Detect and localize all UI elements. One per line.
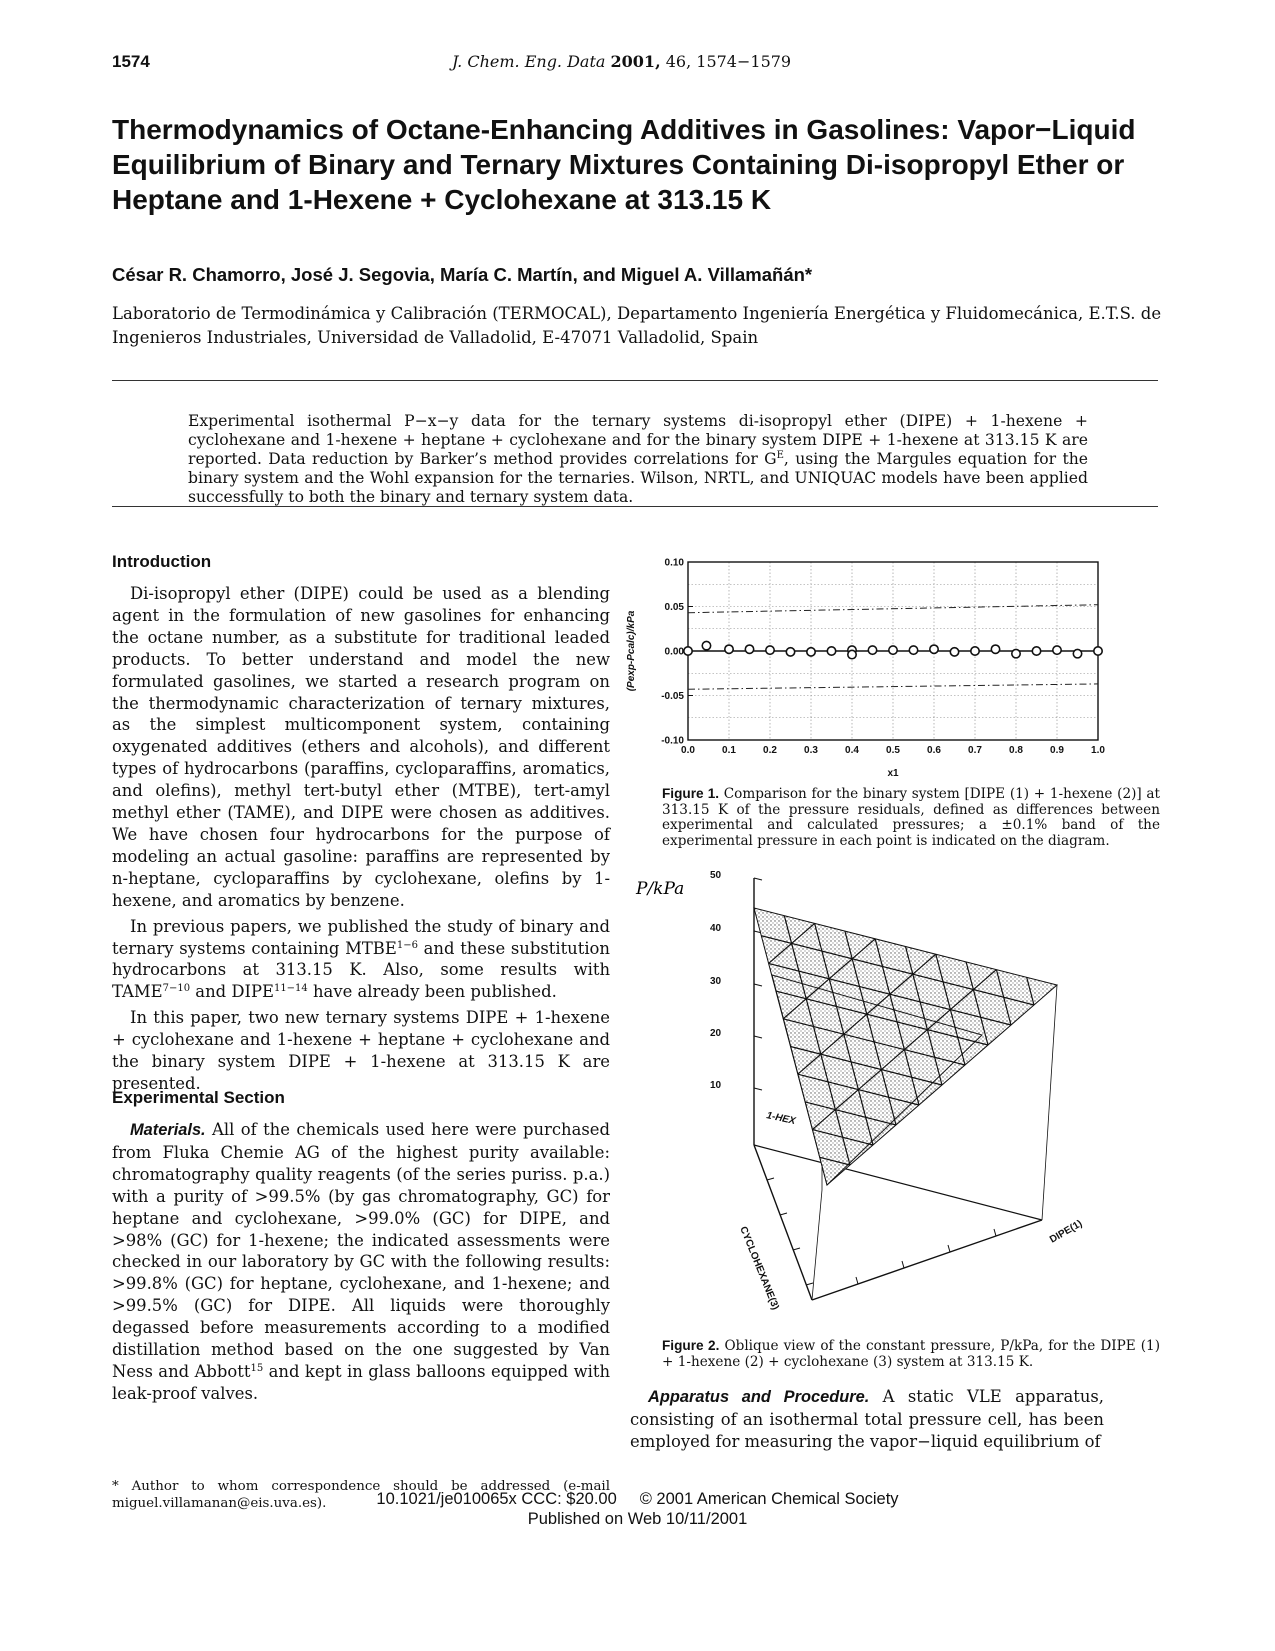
fig2-label-cyclohexane: CYCLOHEXANE(3) (737, 1225, 781, 1312)
fig1-data-point (1094, 647, 1102, 655)
fig2-tick: 30 (710, 976, 722, 987)
fig1-data-point (702, 641, 710, 649)
fig1-data-point (745, 645, 753, 653)
fig2-drop-line (812, 1190, 822, 1300)
apparatus-label: Apparatus and Procedure. (648, 1388, 870, 1406)
fig1-data-point (889, 646, 897, 654)
fig1-data-point (725, 645, 733, 653)
fig1-x-tick-label: 0.4 (845, 745, 859, 756)
introduction-heading: Introduction (112, 552, 212, 571)
fig1-ticks (661, 558, 1105, 757)
apparatus-paragraph (630, 1386, 1104, 1453)
fig2-tick: 50 (710, 870, 722, 881)
abstract-text-b: , using the Margules equation for the binary system and the Wohl expansion for the ternaries. Wilson, NRTL, and UNIQUAC models have been applied successfully to both the binary and ternary system data. (188, 450, 1088, 506)
fig1-data-point (991, 645, 999, 653)
figure-2-label: Figure 2. (662, 1338, 720, 1353)
fig1-points (684, 641, 1102, 658)
footer-line-1: 10.1021/je010065x CCC: $20.00 © 2001 American Chemical Society (376, 1490, 899, 1508)
figure-2-surface-plot (622, 860, 1142, 1335)
fig1-x-tick-label: 0.8 (1009, 745, 1023, 756)
journal-name: J. Chem. Eng. Data (452, 52, 606, 71)
fig1-data-point (786, 648, 794, 656)
fig1-data-point (684, 647, 692, 655)
fig1-y-tick-label: -0.05 (661, 691, 684, 702)
intro-paragraph-2 (112, 916, 610, 1004)
apparatus-text: A static VLE apparatus, consisting of an isothermal total pressure cell, has been employed for measuring the vapor−liquid equilibrium of (630, 1387, 1105, 1451)
fig2-drop-line (1042, 985, 1057, 1220)
fig1-x-tick-label: 0.3 (804, 745, 818, 756)
figure-2-caption-text: Oblique view of the constant pressure, P/kPa, for the DIPE (1) + 1-hexene (2) + cyclohexane (3) system at 313.15 K. (662, 1338, 1160, 1370)
fig1-data-point (1073, 649, 1081, 657)
journal-year: 2001, (610, 52, 661, 71)
fig1-data-point (950, 648, 958, 656)
figure-1-label: Figure 1. (662, 786, 720, 801)
ref-superscript: 15 (250, 1362, 264, 1374)
paper-title: Thermodynamics of Octane-Enhancing Additives in Gasolines: Vapor−Liquid Equilibrium of Binary and Ternary Mixtures Containing Di-isopropyl Ether or Heptane and 1-Hexene + Cyclohexane at 313.15 K (112, 114, 1136, 215)
fig1-x-tick-label: 0.1 (722, 745, 736, 756)
intro-p2-text-d: have already been published. (307, 982, 557, 1002)
fig1-data-point (766, 646, 774, 654)
footer-doi-copyright (0, 1490, 1275, 1509)
fig1-x-tick-label: 1.0 (1091, 745, 1105, 756)
correspondence-footnote: * Author to whom correspondence should be addressed (e-mail miguel.villamanan@eis.uva.es). (112, 1479, 610, 1511)
fig2-base-edge-bottom (812, 1220, 1042, 1300)
fig2-base-edge-back (754, 1145, 1042, 1220)
abstract-superscript: E (776, 450, 784, 461)
page-number: 1574 (112, 52, 150, 71)
intro-p2-text-c: and DIPE (190, 982, 274, 1002)
fig1-data-point (909, 646, 917, 654)
fig1-data-point (868, 646, 876, 654)
materials-paragraph (112, 1119, 610, 1405)
abstract-top-rule (112, 380, 1158, 381)
fig1-data-point (971, 647, 979, 655)
fig1-x-tick-label: 0.5 (886, 745, 900, 756)
ref-superscript: 11−14 (273, 983, 308, 995)
fig1-data-point (807, 648, 815, 656)
introduction-body (112, 583, 610, 1095)
materials-text-a: All of the chemicals used here were purchased from Fluka Chemie AG of the highest purity available: chromatography quality reagents (of the series puriss. p.a.) with a purity of >99.5% (by gas chromatography, GC) for heptane and cyclohexane, >99.0% (GC) for DIPE, and >98% (GC) for 1-hexene; the indicated assessments were checked in our laboratory by GC with the following results: >99.8% (GC) for heptane, cyclohexane, and 1-hexene; and >99.5% (GC) for DIPE. All liquids were thoroughly degassed before measurements according to a modified distillation method based on the one suggested by Van Ness and Abbott (112, 1120, 610, 1381)
fig1-data-point (930, 645, 938, 653)
ref-superscript: 7−10 (162, 983, 191, 995)
fig2-tick: 40 (710, 923, 722, 934)
figure-2-caption (662, 1338, 1160, 1370)
abstract-bottom-rule (112, 506, 1158, 507)
fig1-y-tick-label: 0.10 (664, 557, 684, 569)
fig2-base-ticks (767, 1178, 996, 1285)
figure-1-caption-text: Comparison for the binary system [DIPE (1) + 1-hexene (2)] at 313.15 K of the pressure residuals, defined as differences between experimental and calculated pressures; a ±0.1% band of the experimental pressure in each point is indicated on the diagram. (662, 786, 1160, 849)
journal-citation (452, 52, 791, 71)
footer-published: Published on Web 10/11/2001 (527, 1510, 748, 1528)
fig1-data-point (848, 650, 856, 658)
journal-volume-pages: 46, 1574−1579 (665, 52, 792, 71)
fig1-data-point (827, 647, 835, 655)
fig1-y-tick-label: 0.00 (664, 646, 684, 658)
fig2-label-dipe: DIPE(1) (1048, 1218, 1085, 1246)
materials-label: Materials. (130, 1121, 206, 1139)
fig1-x-tick-label: 0.9 (1050, 745, 1064, 756)
fig1-y-tick-label: 0.05 (664, 602, 684, 613)
fig1-xlabel: x1 (887, 768, 899, 779)
fig2-tick: 10 (710, 1080, 722, 1091)
ref-superscript: 1−6 (396, 939, 418, 951)
fig1-ylabel: (Pexp-Pcalc)/kPa (626, 610, 637, 692)
intro-paragraph-3: In this paper, two new ternary systems DIPE + 1-hexene + cyclohexane and 1-hexene + heptane + cyclohexane and the binary system DIPE + 1-hexene at 313.15 K are presented. (112, 1008, 610, 1093)
fig2-label-hexene: 1-HEX (765, 1110, 797, 1128)
materials-text-b: and kept in glass balloons equipped with leak-proof valves. (112, 1361, 611, 1403)
apparatus-body (630, 1386, 1104, 1453)
affiliation: Laboratorio de Termodinámica y Calibración (TERMOCAL), Departamento Ingeniería Energética y Fluidomecánica, E.T.S. de Ingenieros Industriales, Universidad de Valladolid, E-47071 Valladolid, Spain (112, 304, 1162, 347)
author-list: César R. Chamorro, José J. Segovia, María C. Martín, and Miguel A. Villamañán* (112, 264, 813, 285)
intro-paragraph-1: Di-isopropyl ether (DIPE) could be used as a blending agent in the formulation of new gasolines for enhancing the octane number, as a substitute for traditional leaded products. To better understand and model the new formulated gasolines, we started a research program on the thermodynamic characterization of ternary mixtures, as the simplest multicomponent system, containing oxygenated additives (ethers and alcohols), and different types of hydrocarbons (paraffins, cycloparaffins, aromatics, and olefins), methyl tert-butyl ether (MTBE), tert-amyl methyl ether (TAME), and DIPE were chosen as additives. We have chosen four hydrocarbons for the purpose of modeling an actual gasoline: paraffins are represented by n-heptane, cycloparaffins by cyclohexane, olefins by 1-hexene, and aromatics by benzene. (112, 584, 610, 910)
fig1-data-point (1053, 646, 1061, 654)
fig2-axis-label: P/kPa (636, 879, 685, 899)
fig1-x-tick-label: 0.7 (968, 745, 982, 756)
figure-1-caption (662, 786, 1160, 849)
experimental-heading: Experimental Section (112, 1088, 285, 1107)
fig1-y-tick-label: -0.10 (661, 735, 684, 747)
fig1-x-tick-label: 0.2 (763, 745, 777, 756)
fig1-data-point (1012, 649, 1020, 657)
intro-p2-text-a: In previous papers, we published the study of binary and ternary systems containing MTBE (112, 916, 610, 958)
fig1-x-tick-label: 0.6 (927, 745, 941, 756)
abstract (188, 412, 1088, 507)
fig2-tick: 20 (710, 1028, 722, 1039)
fig1-data-point (1032, 647, 1040, 655)
figure-1-chart (622, 552, 1122, 782)
abstract-text-a: Experimental isothermal P−x−y data for the ternary systems di-isopropyl ether (DIPE) + 1-hexene + cyclohexane and 1-hexene + heptane + cyclohexane and for the binary system DIPE + 1-hexene at 313.15 K are reported. Data reduction by Barker’s method provides correlations for G (188, 412, 1088, 468)
fig1-x-tick-label: 0.0 (681, 745, 695, 756)
materials-body (112, 1119, 610, 1405)
intro-p2-text-b: and these substitution hydrocarbons at 313.15 K. Also, some results with TAME (112, 938, 610, 1002)
